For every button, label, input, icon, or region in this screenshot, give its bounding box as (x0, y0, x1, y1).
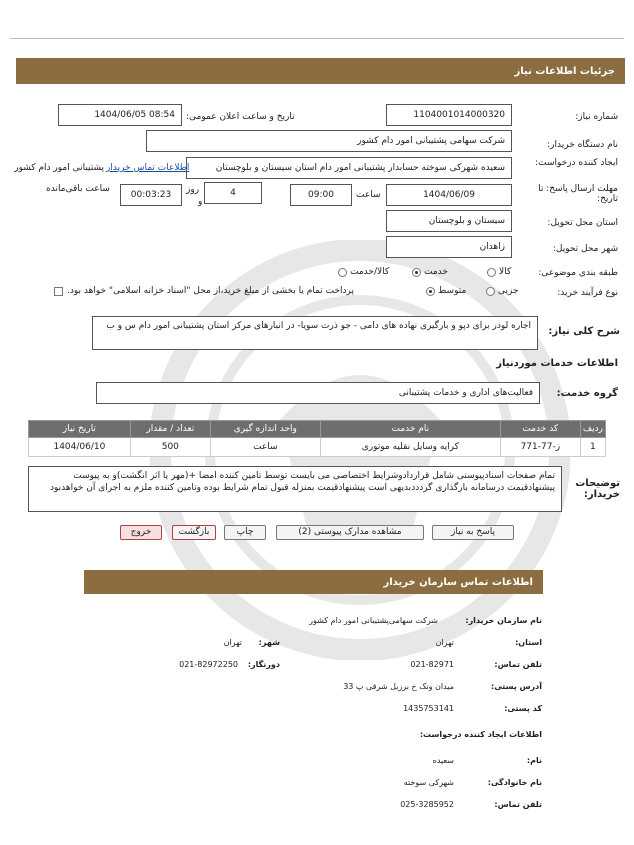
reply-button[interactable]: پاسخ به نیاز (432, 525, 514, 540)
requester-overflow-text: پشتیبانی امور دام کشور (14, 163, 104, 173)
days-suffix: و (198, 197, 203, 207)
exit-button[interactable]: خروج (120, 525, 162, 540)
creator-name-value: سعیده (432, 756, 454, 765)
col-name: نام خدمت (320, 421, 500, 438)
contact-phone-label: تلفن تماس: (494, 660, 542, 669)
radio-icon (486, 287, 495, 296)
announce-label: تاریخ و ساعت اعلان عمومی: (186, 112, 295, 122)
contact-fax-label: دورنگار: (247, 660, 280, 669)
radio-selected-icon (412, 268, 421, 277)
checkbox-icon (54, 287, 63, 296)
cell-date: 1404/06/10 (29, 438, 131, 457)
category-radio-service[interactable] (412, 267, 448, 277)
contact-postal-value: 1435753141 (403, 704, 454, 713)
creator-family-label: نام خانوادگی: (487, 778, 542, 787)
contact-org-value: شرکت سهامی‌پشتیبانی امور دام کشور (309, 616, 438, 625)
process-radio-medium-label: متوسط (438, 286, 467, 296)
contact-fax-value: 021-82972250 (179, 660, 238, 669)
summary-label: شرح کلی نیاز: (548, 326, 620, 337)
days-label: روز (186, 185, 200, 195)
creator-title: اطلاعات ایجاد کننده درخواست: (419, 730, 542, 739)
city-label: شهر محل تحویل: (552, 244, 618, 254)
col-date: تاریخ نیاز (29, 421, 131, 438)
category-radio-service-label: خدمت (424, 267, 448, 277)
payment-note: پرداخت تمام یا بخشی از مبلغ خرید،از محل "اسناد خزانه اسلامی" خواهد بود. (67, 286, 355, 296)
need-number-field: 1104001014000320 (386, 104, 512, 126)
process-label: نوع فرآیند خرید: (557, 288, 618, 298)
contact-city-label: شهر: (258, 638, 280, 647)
process-radio-medium[interactable] (426, 286, 466, 296)
creator-family-value: شهرکی سوخته (403, 778, 454, 787)
days-field: 4 (204, 182, 262, 204)
creator-phone-label: تلفن تماس: (494, 800, 542, 809)
services-table-header (29, 421, 606, 438)
page-title: جزئیات اطلاعات نیاز (514, 65, 615, 77)
radio-icon (338, 268, 347, 277)
service-group-label: گروه خدمت: (556, 388, 618, 399)
process-radio-minor[interactable] (486, 286, 519, 296)
category-radio-both[interactable] (338, 267, 389, 277)
payment-checkbox[interactable] (54, 286, 354, 296)
contact-province-label: استان: (515, 638, 542, 647)
col-code: کد خدمت (500, 421, 580, 438)
summary-box: اجاره لودر برای دپو و بارگیری نهاده های دامی - جو ذرت سویا- در انبارهای مرکز استان پشتیبانی امور دام س و ب (92, 316, 538, 350)
contact-title: اطلاعات تماس سازمان خریدار (383, 576, 533, 588)
cell-qty: 500 (130, 438, 210, 457)
contact-address-value: میدان ونک خ برزیل شرقی پ 33 (343, 682, 454, 691)
city-field: زاهدان (386, 236, 512, 258)
category-radio-goods[interactable] (487, 267, 511, 277)
deadline-date-field: 1404/06/09 (386, 184, 512, 206)
cell-unit: ساعت (210, 438, 320, 457)
contact-header (84, 570, 543, 594)
contact-address-label: آدرس پستی: (491, 682, 542, 691)
province-field: سیستان و بلوچستان (386, 210, 512, 232)
deadline-time-field: 09:00 (290, 184, 352, 206)
services-table (28, 420, 606, 457)
notes-label: توضیحات خریدار: (575, 478, 620, 500)
attachments-button[interactable]: مشاهده مدارک پیوستی (2) (276, 525, 424, 540)
deadline-time-label: ساعت (356, 190, 381, 200)
radio-selected-icon (426, 287, 435, 296)
announce-field: 1404/06/05 08:54 (58, 104, 182, 126)
services-table-wrapper (28, 420, 606, 457)
province-label: استان محل تحویل: (547, 218, 618, 228)
buyer-contact-link[interactable]: اطلاعات تماس خریدار (106, 163, 190, 173)
page-header (16, 58, 625, 84)
buyer-org-field: شرکت سهامی پشتیبانی امور دام کشور (146, 130, 512, 152)
services-title: اطلاعات خدمات موردنیاز (496, 358, 618, 369)
col-qty: تعداد / مقدار (130, 421, 210, 438)
buyer-org-label: نام دستگاه خریدار: (547, 140, 618, 150)
notes-box: تمام صفحات اسنادپیوستی شامل قراردادوشرایط اختصاصی می بایست توسط تامین کننده امضا +(مهر یا اثر انگشت)و به پیوست پیشنهادقیمت درسامانه بارگذاری گردددبدیهی است پیشنهادقیمت بمنزله قبول تمام شرایط بوده وتامین کننده ملزم به اجرای آن خواهدبود (28, 466, 562, 512)
requester-label: ایجاد کننده درخواست: (535, 158, 618, 168)
service-group-field: فعالیت‌های اداری و خدمات پشتیبانی (96, 382, 540, 404)
category-radio-goods-label: کالا (499, 267, 512, 277)
table-row (29, 438, 606, 457)
contact-postal-label: کد پستی: (504, 704, 542, 713)
category-radio-both-label: کالا/خدمت (350, 267, 390, 277)
deadline-label: مهلت ارسال پاسخ: تا تاریخ: (538, 184, 618, 204)
cell-code: ز-77-771 (500, 438, 580, 457)
radio-icon (487, 268, 496, 277)
contact-city-value: تهران (223, 638, 242, 647)
category-label: طبقه بندی موضوعی: (538, 268, 618, 278)
contact-org-label: نام سازمان خریدار: (465, 616, 542, 625)
col-row: ردیف (580, 421, 605, 438)
requester-field: سعیده شهرکی سوخته حسابدار پشتیبانی امور دام استان سیستان و بلوچستان (186, 157, 512, 179)
need-number-label: شماره نیاز: (575, 112, 618, 122)
print-button[interactable]: چاپ (224, 525, 266, 540)
remaining-label: ساعت باقی‌مانده (46, 184, 110, 194)
cell-row: 1 (580, 438, 605, 457)
col-unit: واحد اندازه گیری (210, 421, 320, 438)
remaining-field: 00:03:23 (120, 184, 182, 206)
cell-name: کرایه وسایل نقلیه موتوری (320, 438, 500, 457)
back-button[interactable]: بازگشت (172, 525, 216, 540)
creator-phone-value: 025-3285952 (400, 800, 454, 809)
top-divider (10, 38, 624, 39)
creator-name-label: نام: (526, 756, 542, 765)
contact-province-value: تهران (435, 638, 454, 647)
contact-phone-value: 021-82971 (410, 660, 454, 669)
process-radio-minor-label: جزیی (498, 286, 519, 296)
